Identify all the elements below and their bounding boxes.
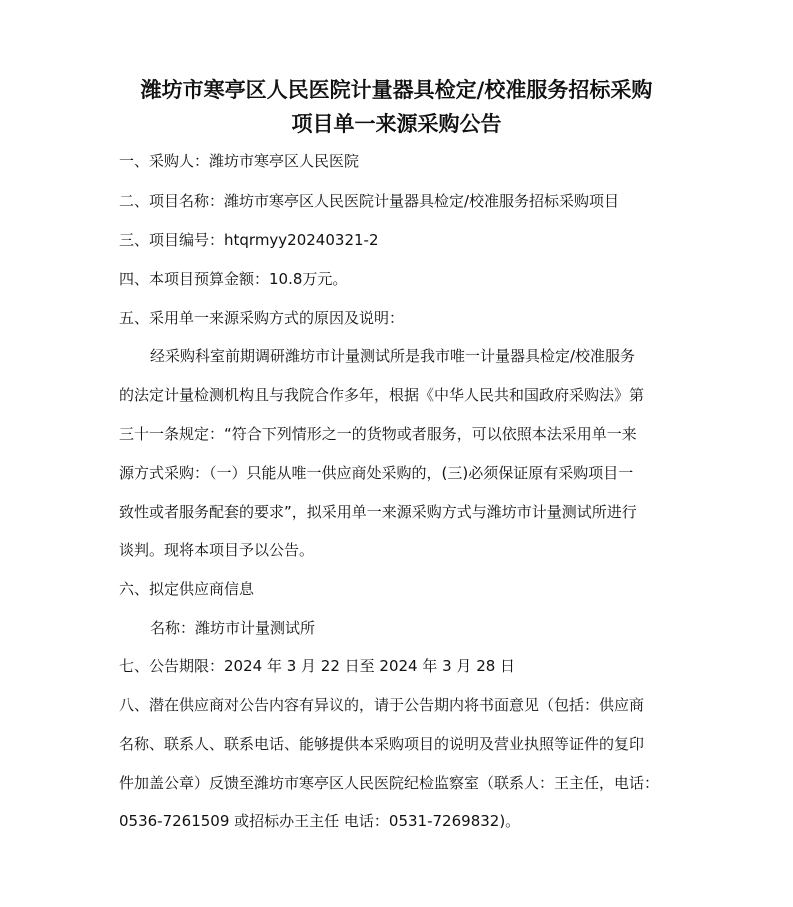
item-project-number: 三、项目编号：htqrmyy20240321-2 — [119, 231, 379, 249]
document-title-line-1: 潍坊市寒亭区人民医院计量器具检定/校准服务招标采购 — [140, 77, 653, 102]
reason-paragraph-line: 谈判。现将本项目予以公告。 — [119, 541, 315, 559]
reason-paragraph-line: 源方式采购：（一）只能从唯一供应商处采购的，(三)必须保证原有采购项目一 — [119, 464, 634, 482]
item-announcement-period: 七、公告期限：2024 年 3 月 22 日至 2024 年 3 月 28 日 — [119, 657, 516, 675]
objection-paragraph-line: 件加盖公章）反馈至潍坊市寒亭区人民医院纪检监察室（联系人：王主任，电话： — [119, 774, 660, 792]
objection-paragraph-line: 名称、联系人、联系电话、能够提供本采购项目的说明及营业执照等证件的复印 — [119, 735, 645, 753]
item-supplier-name: 名称：潍坊市计量测试所 — [150, 619, 316, 637]
item-reason-heading: 五、采用单一来源采购方式的原因及说明： — [119, 309, 405, 327]
reason-paragraph-line: 的法定计量检测机构且与我院合作多年，根据《中华人民共和国政府采购法》第 — [119, 386, 645, 404]
reason-paragraph-line: 三十一条规定：“符合下列情形之一的货物或者服务，可以依照本法采用单一来 — [119, 425, 637, 443]
document-title-line-2: 项目单一来源采购公告 — [291, 111, 502, 136]
item-budget: 四、本项目预算金额：10.8万元。 — [119, 270, 348, 288]
item-purchaser: 一、采购人：潍坊市寒亭区人民医院 — [119, 152, 360, 170]
reason-paragraph-line: 致性或者服务配套的要求”，拟采用单一来源采购方式与潍坊市计量测试所进行 — [119, 503, 637, 521]
item-project-name: 二、项目名称：潍坊市寒亭区人民医院计量器具检定/校准服务招标采购项目 — [119, 192, 620, 210]
objection-paragraph-line: 0536-7261509 或招标办王主任 电话：0531-7269832)。 — [119, 812, 521, 830]
objection-paragraph-line: 八、潜在供应商对公告内容有异议的，请于公告期内将书面意见（包括：供应商 — [119, 696, 645, 714]
reason-paragraph-line: 经采购科室前期调研潍坊市计量测试所是我市唯一计量器具检定/校准服务 — [150, 347, 636, 365]
item-supplier-heading: 六、拟定供应商信息 — [119, 580, 255, 598]
